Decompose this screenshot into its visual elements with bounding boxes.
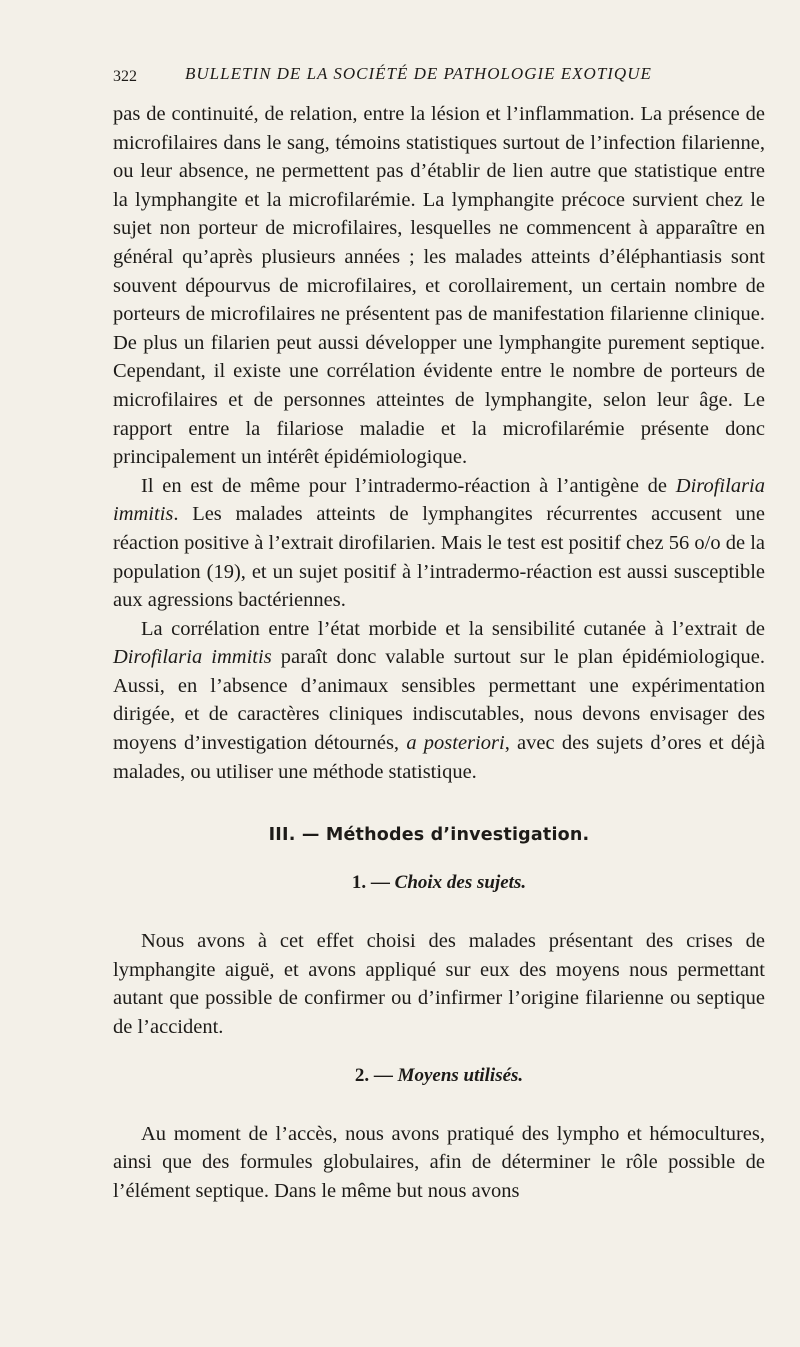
- page-number: 322: [113, 68, 137, 85]
- paragraph-3-part-b: paraît donc valable surtout sur le plan épidémiologique. Aussi, en l’absence d’animaux sensibles permettant une expérimentation dirigée, et de caractères cliniques indiscutables, nous devons envisager des moyens d’investigation détournés,: [113, 646, 765, 755]
- paragraph-2: [113, 472, 765, 615]
- body-text: [113, 100, 765, 1205]
- paragraph-5: Au moment de l’accès, nous avons pratiqué des lympho et hémocultures, ainsi que des formules globulaires, afin de déterminer le rôle possible de l’élément septique. Dans le même but nous avons: [113, 1122, 765, 1202]
- running-title: BULLETIN DE LA SOCIÉTÉ DE PATHOLOGIE EXOTIQUE: [185, 64, 652, 83]
- latin-phrase: a posteriori: [406, 732, 505, 755]
- paragraph-3-part-c: , avec des sujets d’ores et déjà malades, ou utiliser une méthode statistique.: [113, 732, 766, 783]
- paragraph-4: Nous avons à cet effet choisi des malades présentant des crises de lymphangite aiguë, et avons appliqué sur eux des moyens nous permettant autant que possible de confirmer ou d’infirmer l’origine filarienne ou septique de l’accident.: [113, 930, 765, 1039]
- paragraph-3-part-a: La corrélation entre l’état morbide et la sensibilité cutanée à l’extrait de: [141, 617, 765, 640]
- paragraph-1: pas de continuité, de relation, entre la lésion et l’inflammation. La présence de microfilaires dans le sang, témoins statistiques surtout de l’infection filarienne, ou leur absence, ne permettent pas d’établir de lien autre que statistique entre la lymphangite et la microfilarémie. La lymphangite précoce survient chez le sujet non porteur de microfilaires, lesquelles ne commencent à apparaître en général qu’après plusieurs années ; les malades atteints d’éléphantiasis sont souvent dépourvus de microfilaires, et corollairement, un certain nombre de porteurs de microfilaires ne présentent pas de manifestation filarienne clinique. De plus un filarien peut aussi développer une lymphangite purement septique. Cependant, il existe une corrélation évidente entre le nombre de porteurs de microfilaires et de personnes atteintes de lymphangite, selon leur âge. Le rapport entre la filariose maladie et la microfilarémie présente donc principalement un intérêt épidémiologique.: [113, 103, 765, 469]
- subheading-2-number: 2. —: [354, 1064, 398, 1086]
- section-heading: III. — Méthodes d’investigation.: [268, 825, 590, 846]
- running-header: [113, 60, 763, 90]
- subheading-1-number: 1. —: [351, 872, 395, 894]
- species-name: Dirofilaria immitis: [113, 646, 272, 669]
- subheading-1: [113, 869, 765, 897]
- paragraph-2-part-a: Il en est de même pour l’intradermo-réaction à l’antigène de: [141, 474, 676, 497]
- subheading-2: [113, 1062, 765, 1090]
- subheading-2-title: Moyens utilisés.: [397, 1064, 524, 1086]
- subheading-1-title: Choix des sujets.: [394, 872, 527, 894]
- species-name: Dirofilaria immitis: [113, 474, 765, 526]
- paragraph-2-part-b: . Les malades atteints de lymphangites récurrentes accusent une réaction positive à l’extrait dirofilarien. Mais le test est positif chez 56 o/o de la population (19), et un sujet positif à l’intradermo-réaction est aussi susceptible aux agressions bactériennes.: [113, 503, 765, 612]
- paragraph-3: [113, 615, 765, 787]
